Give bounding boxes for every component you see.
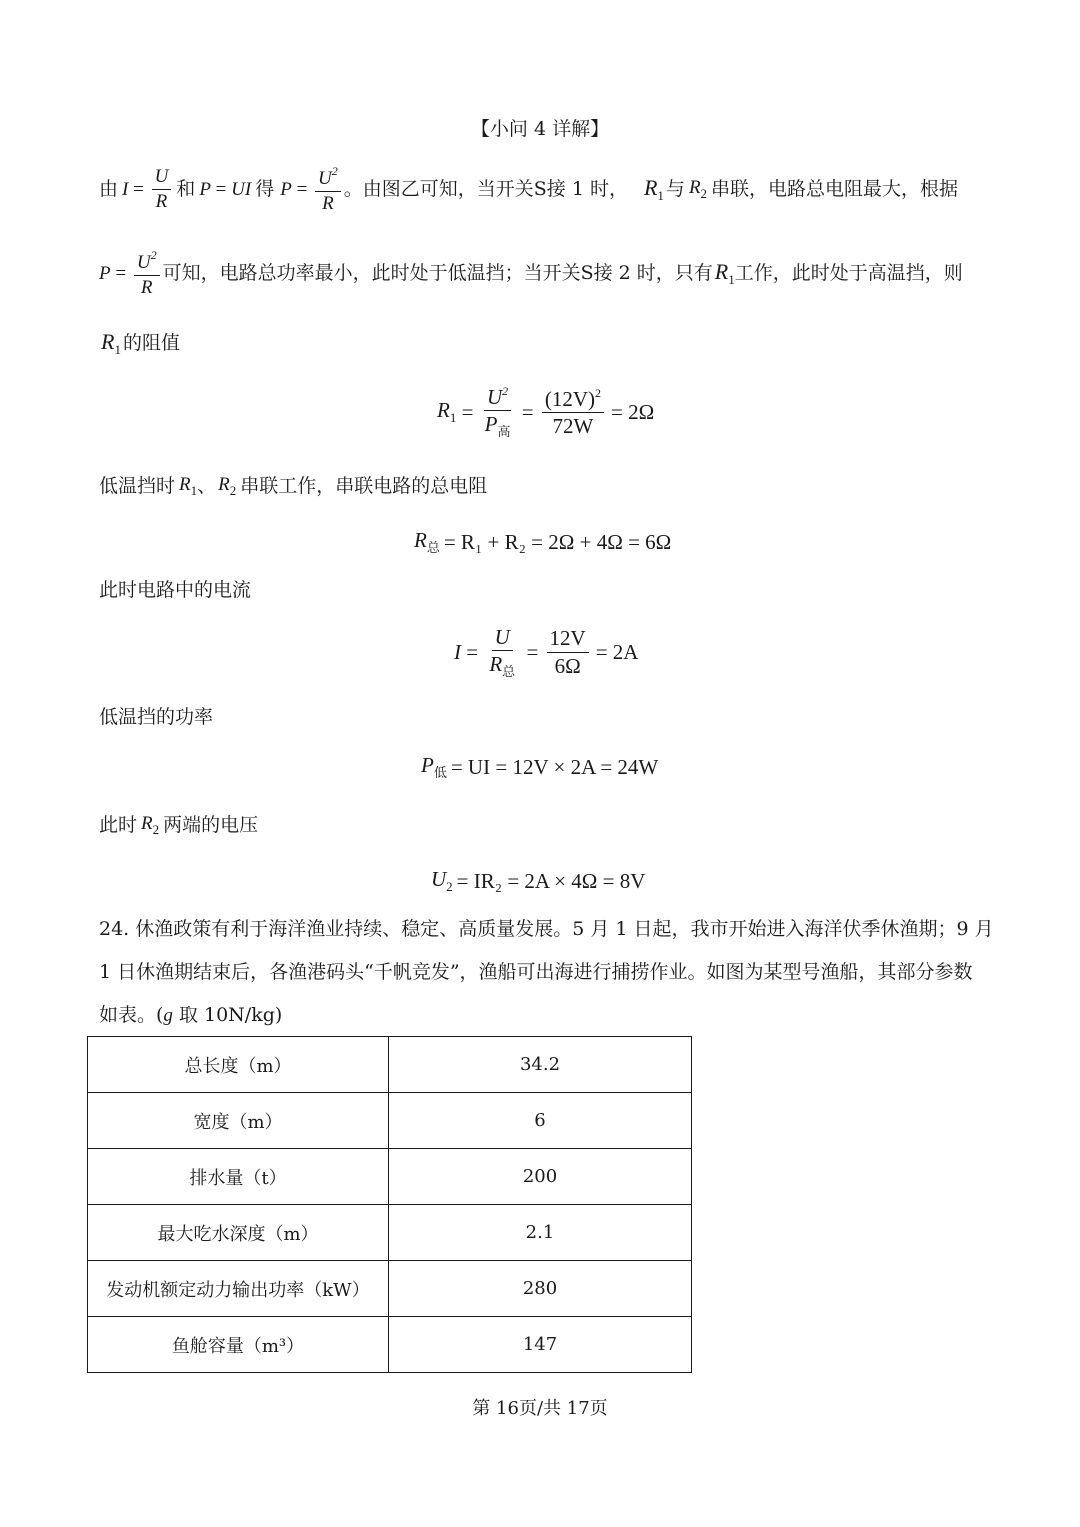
table-cell-label: 宽度（m） [88, 1093, 389, 1149]
table-cell-value: 34.2 [389, 1037, 692, 1093]
table-cell-value: 2.1 [389, 1205, 692, 1261]
table-row [88, 1149, 692, 1205]
paragraph-current: 此时电路中的电流 [99, 579, 252, 601]
table-row [88, 1261, 692, 1317]
equation-current: I = $\frac{U}{R_总}$ = $\frac{12V}{6\Omega}$ = 2A [454, 624, 639, 679]
table-cell-label: 发动机额定动力输出功率（kW） [88, 1261, 389, 1317]
table-row [88, 1317, 692, 1373]
text-you: 由 [99, 177, 119, 200]
table-row [88, 1093, 692, 1149]
paragraph-formula-intro: 由 I = $\frac{U}{R}$ 和 P = UI 得 P = $\frac{U^2}{R}$ 。由图乙可知，当开关S接 1 时， $R_1$ 与 $R_2$ 串联，电路总电阻最大，根据 [99, 163, 959, 214]
table-cell-label: 排水量（t） [88, 1149, 389, 1205]
question-24-line-2: 1 日休渔期结束后，各渔港码头“千帆竞发”，渔船可出海进行捕捞作业。如图为某型号渔船，其部分参数 [99, 961, 973, 983]
table-cell-label: 最大吃水深度（m） [88, 1205, 389, 1261]
paragraph-low-power: 低温挡的功率 [99, 706, 214, 728]
table-cell-value: 280 [389, 1261, 692, 1317]
paragraph-r2-voltage: 此时 $R_2$ 两端的电压 [99, 813, 259, 837]
table-row [88, 1205, 692, 1261]
paragraph-low-temp: 低温挡时 $R_1$ 、 $R_2$ 串联工作，串联电路的总电阻 [99, 474, 488, 498]
table-row [88, 1037, 692, 1093]
paragraph-r1-resistance: $R_1$ 的阻值 [101, 328, 180, 357]
section-heading: 【小问 4 详解】 [470, 118, 610, 140]
table-cell-value: 6 [389, 1093, 692, 1149]
equation-total-resistance: $R_总$ = R₁ + R₂ = 2Ω + 4Ω = 6Ω [414, 528, 672, 555]
equation-low-power: $P_低$ = UI = 12V × 2A = 24W [421, 753, 659, 780]
question-24-line-1: 24. 休渔政策有利于海洋渔业持续、稳定、高质量发展。5 月 1 日起，我市开始进入海洋伏季休渔期；9 月 [99, 918, 994, 940]
equation-r1: $R_1$ = $\frac{U^2}{P_高}$ = $\frac{(12V)^2}{72W}$ = 2Ω [437, 384, 655, 440]
question-24-line-3: 如表。(g 取 10N/kg) [99, 1004, 283, 1026]
table-cell-label: 总长度（m） [88, 1037, 389, 1093]
paragraph-power-explain: P = $\frac{U^2}{R}$ 可知，电路总功率最小，此时处于低温挡；当开关S接 2 时，只有 $R_1$ 工作，此时处于高温挡，则 [99, 247, 963, 298]
equation-u2: $U_2$ = IR₂ = 2A × 4Ω = 8V [431, 867, 646, 894]
table-cell-value: 200 [389, 1149, 692, 1205]
page-footer: 第 16页/共 17页 [472, 1398, 608, 1419]
parameter-table [87, 1036, 692, 1373]
table-cell-label: 鱼舱容量（m³） [88, 1317, 389, 1373]
table-cell-value: 147 [389, 1317, 692, 1373]
